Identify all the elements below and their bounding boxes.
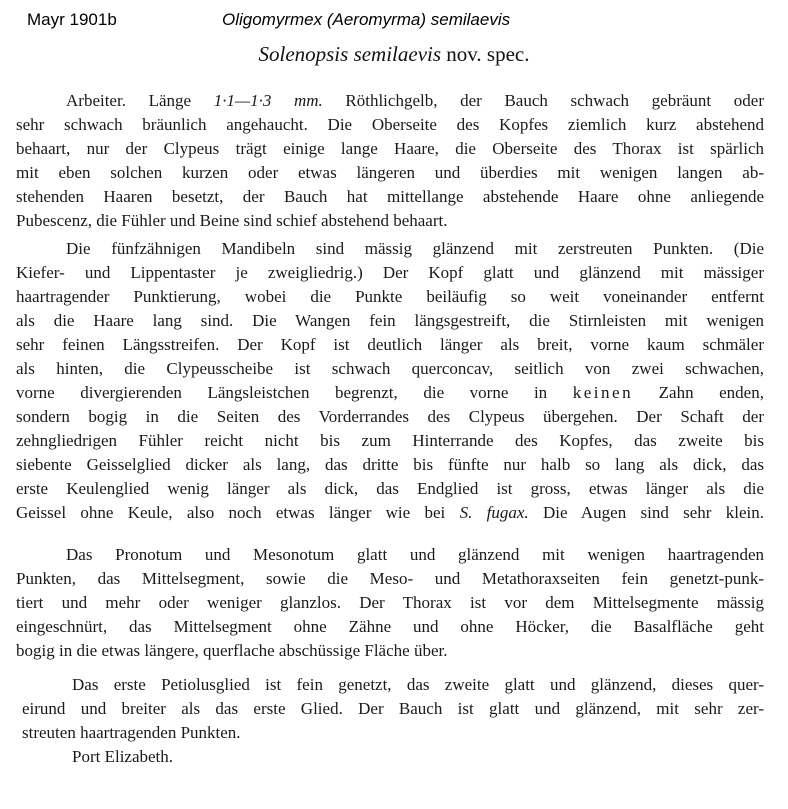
length-measurement: 1·1—1·3 mm.	[213, 91, 323, 110]
text-line: Pubescenz, die Fühler und Beine sind schief abstehend behaart.	[16, 211, 448, 230]
text-line: erste Keulenglied wenig länger als dick, das Endglied ist gross, etwas länger als die	[16, 479, 764, 498]
text-line: stehenden Haaren besetzt, der Bauch hat mittellange abstehende Haare ohne anliegende	[16, 187, 764, 206]
text-line: als hinten, die Clypeusscheibe ist schwach querconcav, seitlich von zwei schwachen,	[16, 359, 764, 378]
text-line: streuten haartragenden Punkten.	[22, 723, 241, 742]
text-line: sondern bogig in die Seiten des Vorderrandes des Clypeus übergehen. Der Schaft der	[16, 407, 764, 426]
species-status: nov. spec.	[446, 42, 530, 66]
taxon-name: Oligomyrmex (Aeromyrma) semilaevis	[222, 10, 511, 29]
paragraph-petiole-description	[22, 673, 764, 745]
text-line: Die fünfzähnigen Mandibeln sind mässig glänzend mit zerstreuten Punkten. (Die	[66, 239, 764, 258]
locality	[72, 745, 472, 769]
species-reference: S. fugax.	[459, 503, 529, 522]
paragraph-worker-description	[16, 89, 764, 233]
text-line: haartragender Punktierung, wobei die Punkte beiläufig so weit voneinander entfernt	[16, 287, 764, 306]
text-line: sehr feinen Längsstreifen. Der Kopf ist deutlich länger als breit, vorne kaum schmäler	[16, 335, 764, 354]
paragraph-thorax-description	[16, 543, 764, 663]
locality-text: Port Elizabeth.	[72, 747, 174, 766]
paragraph-head-description	[16, 237, 764, 525]
text-line: Geissel ohne Keule, also noch etwas länger wie bei S. fugax. Die Augen sind sehr klein.	[16, 503, 764, 522]
text-line: eingeschnürt, das Mittelsegment ohne Zähne und ohne Höcker, die Basalfläche geht	[16, 617, 764, 636]
species-name: Solenopsis semilaevis	[258, 42, 442, 66]
text-line: Arbeiter. Länge 1·1—1·3 mm. Röthlichgelb, der Bauch schwach gebräunt oder	[66, 91, 764, 110]
text-line: als die Haare lang sind. Die Wangen fein längsgestreift, die Stirnleisten mit wenigen	[16, 311, 764, 330]
text-line: bogig in die etwas längere, querflache abschüssige Fläche über.	[16, 641, 448, 660]
text-line: tiert und mehr oder weniger glanzlos. Der Thorax ist vor dem Mittelsegmente mässig	[16, 593, 764, 612]
text-line: Das Pronotum und Mesonotum glatt und glänzend mit wenigen haartragenden	[66, 545, 764, 564]
text-line: mit eben solchen kurzen oder etwas längeren und überdies mit wenigen langen ab-	[16, 163, 764, 182]
citation-reference: Mayr 1901b	[27, 10, 117, 29]
text-line: Kiefer- und Lippentaster je zweigliedrig.) Der Kopf glatt und glänzend mit mässiger	[16, 263, 764, 282]
text-line: behaart, nur der Clypeus trägt einige lange Haare, die Oberseite des Thorax ist spärlich	[16, 139, 764, 158]
text-line: siebente Geisselglied dicker als lang, das dritte bis fünfte nur halb so lang als dick, das	[16, 455, 764, 474]
text-line: Punkten, das Mittelsegment, sowie die Meso- und Metathoraxseiten fein genetzt-punk-	[16, 569, 764, 588]
species-title	[0, 42, 788, 67]
text-line: eirund und breiter als das erste Glied. Der Bauch ist glatt und glänzend, mit sehr zer-	[22, 699, 764, 718]
text-line: zehngliedrigen Fühler reicht nicht bis zum Hinterrande des Kopfes, das zweite bis	[16, 431, 764, 450]
emphasis-text: keinen	[572, 383, 634, 402]
text-line: vorne divergierenden Längsleistchen begrenzt, die vorne in keinen Zahn enden,	[16, 383, 764, 402]
text-line: Das erste Petiolusglied ist fein genetzt, das zweite glatt und glänzend, dieses quer-	[72, 675, 764, 694]
text-line: sehr schwach bräunlich angehaucht. Die Oberseite des Kopfes ziemlich kurz abstehend	[16, 115, 764, 134]
